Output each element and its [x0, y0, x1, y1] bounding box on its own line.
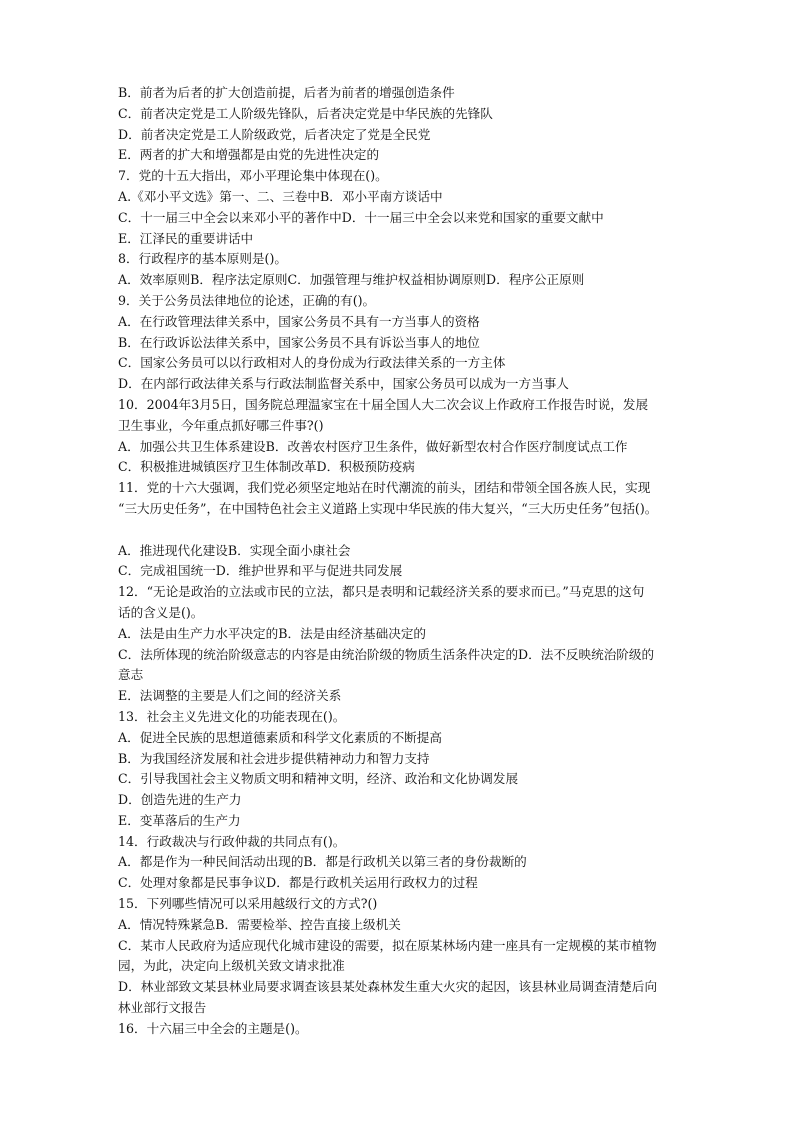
question-12: 12．“无论是政治的立法或市民的立法，都只是表明和记载经济关系的要求而已。”马克思的这句: [118, 584, 645, 600]
question-9: 9．关于公务员法律地位的论述，正确的有()。: [118, 292, 376, 308]
text-line: E．法调整的主要是人们之间的经济关系: [118, 688, 342, 704]
text-line: E．变革落后的生产力: [118, 812, 241, 828]
text-line: A．情况特殊紧急B．需要检举、控告直接上级机关: [118, 916, 401, 932]
text-line: 话的含义是()。: [118, 604, 204, 620]
question-13: 13．社会主义先进文化的功能表现在()。: [118, 708, 346, 724]
text-line: E．两者的扩大和增强都是由党的先进性决定的: [118, 147, 380, 163]
text-line: C．积极推进城镇医疗卫生体制改革D．积极预防疫病: [118, 459, 415, 475]
text-line: A.《邓小平文选》第一、二、三卷中B．邓小平南方谈话中: [118, 188, 443, 204]
text-line: A．推进现代化建设B．实现全面小康社会: [118, 542, 351, 558]
text-line: C．国家公务员可以以行政相对人的身份成为行政法律关系的一方主体: [118, 355, 506, 371]
text-line: E．江泽民的重要讲话中: [118, 230, 254, 246]
text-line: A．促进全民族的思想道德素质和科学文化素质的不断提高: [118, 729, 442, 745]
text-line: A．法是由生产力水平决定的B．法是由经济基础决定的: [118, 625, 427, 641]
question-10: 10．2004年3月5日，国务院总理温家宝在十届全国人大二次会议上作政府工作报告时说，发展: [118, 396, 649, 412]
text-line: 园，为此，决定向上级机关致文请求批准: [118, 958, 345, 974]
text-line: C．某市人民政府为适应现代化城市建设的需要，拟在原某林场内建一座具有一定规模的某市植物: [118, 937, 657, 953]
text-line: C．十一届三中全会以来邓小平的著作中D．十一届三中全会以来党和国家的重要文献中: [118, 209, 604, 225]
text-line: D．林业部致文某县林业局要求调查该县某处森林发生重大火灾的起因，该县林业局调查清楚后向: [118, 979, 658, 995]
question-14: 14．行政裁决与行政仲裁的共同点有()。: [118, 833, 346, 849]
text-line: 林业部行文报告: [118, 1000, 207, 1016]
text-line: C．引导我国社会主义物质文明和精神文明，经济、政治和文化协调发展: [118, 771, 519, 787]
text-line: B．在行政诉讼法律关系中，国家公务员不具有诉讼当事人的地位: [118, 334, 480, 350]
text-line: C．前者决定党是工人阶级先锋队，后者决定党是中华民族的先锋队: [118, 105, 493, 121]
text-line: D．创造先进的生产力: [118, 792, 242, 808]
text-line: B．为我国经济发展和社会进步提供精神动力和智力支持: [118, 750, 430, 766]
text-line: “三大历史任务”，在中国特色社会主义道路上实现中华民族的伟大复兴，“三大历史任务”包括()。: [118, 500, 658, 516]
question-7: 7．党的十五大指出，邓小平理论集中体现在()。: [118, 168, 388, 184]
text-line: A．加强公共卫生体系建设B．改善农村医疗卫生条件，做好新型农村合作医疗制度试点工作: [118, 438, 628, 454]
blank-line: [118, 520, 738, 541]
text-line: C．处理对象都是民事争议D．都是行政机关运用行政权力的过程: [118, 875, 478, 891]
text-line: C．完成祖国统一D．维护世界和平与促进共同发展: [118, 563, 403, 579]
document-body: [118, 83, 738, 1040]
text-line: A．在行政管理法律关系中，国家公务员不具有一方当事人的资格: [118, 313, 480, 329]
text-line: A．都是作为一种民间活动出现的B．都是行政机关以第三者的身份裁断的: [118, 854, 527, 870]
question-11: 11．党的十六大强调，我们党必须坚定地站在时代潮流的前头，团结和带领全国各族人民，实现: [118, 480, 651, 496]
question-15: 15．下列哪些情况可以采用越级行文的方式?(): [118, 896, 378, 912]
text-line: D．在内部行政法律关系与行政法制监督关系中，国家公务员可以成为一方当事人: [118, 376, 569, 392]
question-8: 8．行政程序的基本原则是()。: [118, 251, 287, 267]
text-line: C．法所体现的统治阶级意志的内容是由统治阶级的物质生活条件决定的D．法不反映统治阶级的: [118, 646, 655, 662]
text-line: 卫生事业，今年重点抓好哪三件事?(): [118, 417, 324, 433]
text-line: B．前者为后者的扩大创造前提，后者为前者的增强创造条件: [118, 85, 455, 100]
question-16: 16．十六届三中全会的主题是()。: [118, 1020, 308, 1036]
text-line: D．前者决定党是工人阶级政党，后者决定了党是全民党: [118, 126, 431, 142]
text-line: A．效率原则B．程序法定原则C．加强管理与维护权益相协调原则D．程序公正原则: [118, 272, 585, 288]
text-line: 意志: [118, 667, 144, 683]
